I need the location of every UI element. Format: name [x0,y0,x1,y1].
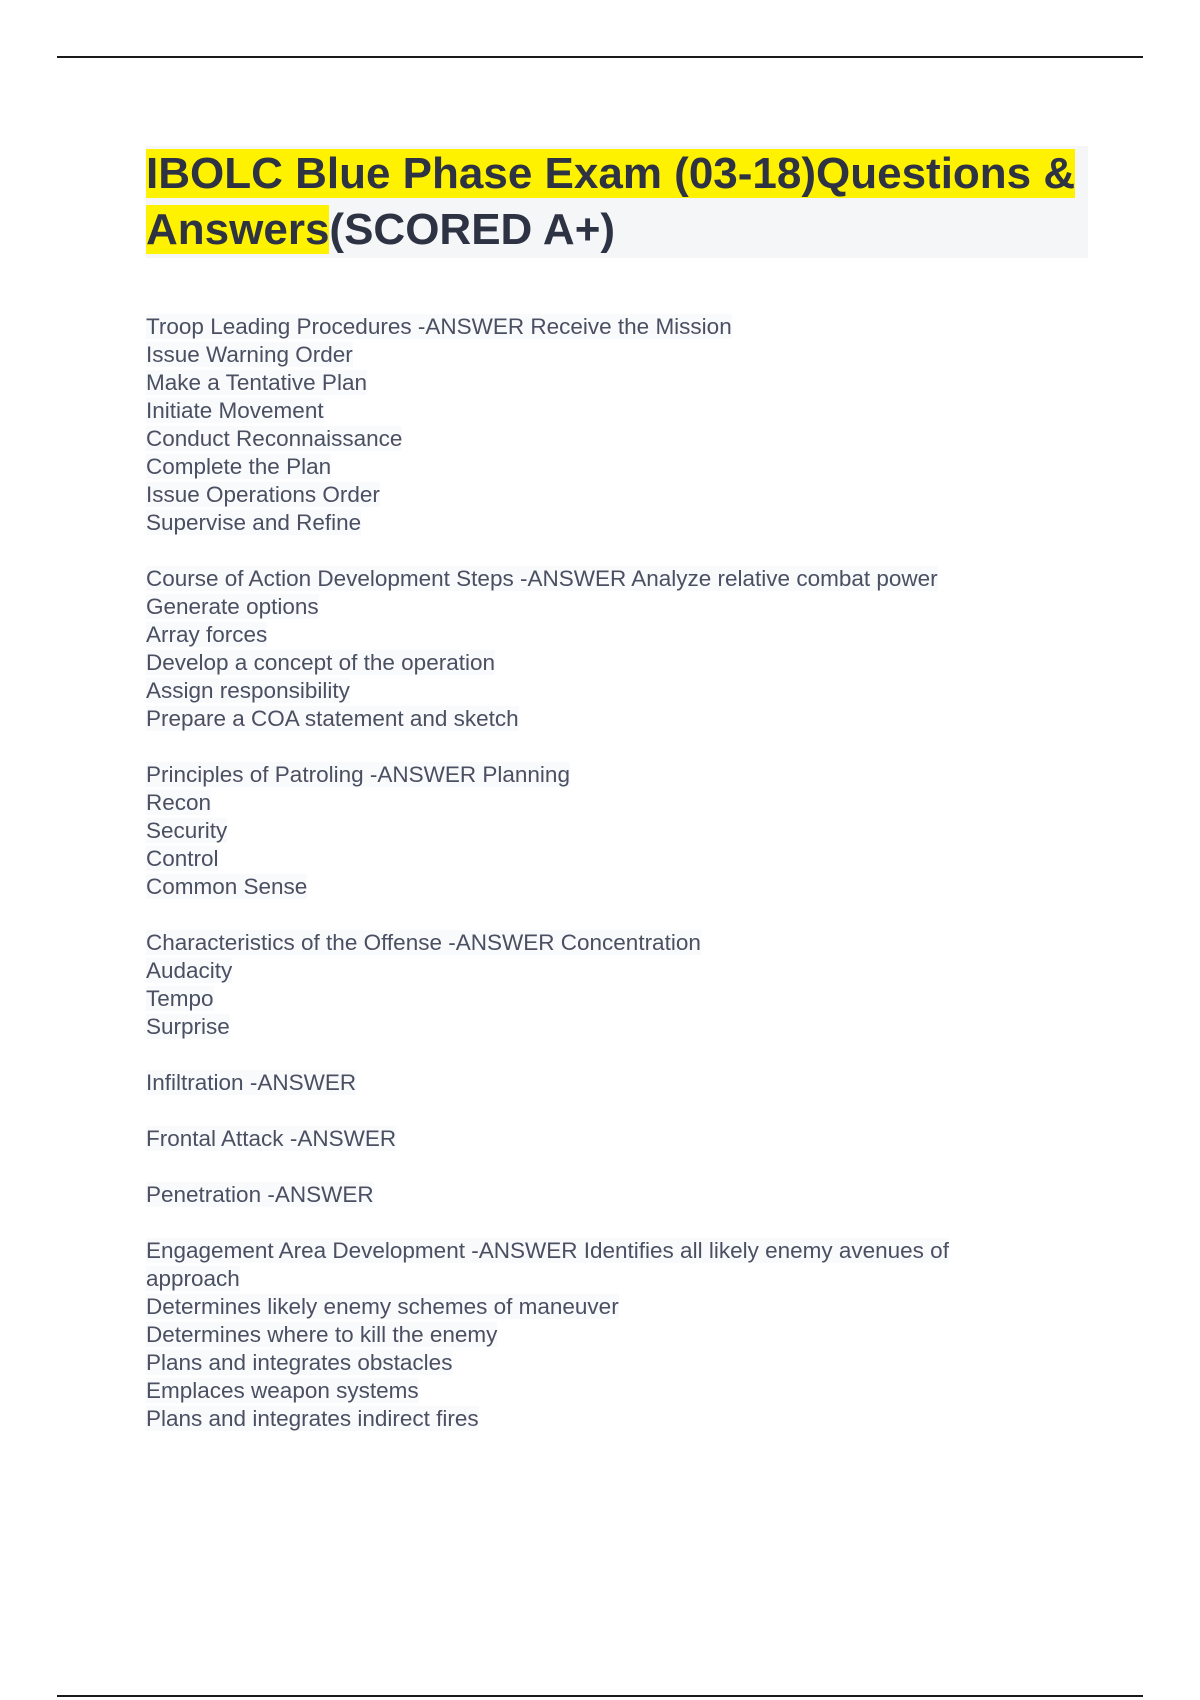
answer-label: -ANSWER [249,1070,357,1095]
qa-entry [146,1069,1046,1097]
first-answer: Receive the Mission [530,314,732,339]
answer-text: Tempo [146,986,214,1011]
question-text: Frontal Attack [146,1126,284,1151]
question-line [146,1237,1026,1293]
question-text: Troop Leading Procedures [146,314,412,339]
question-text: Penetration [146,1182,262,1207]
answer-line [146,817,1046,845]
document-title [146,146,1088,258]
first-answer: Analyze relative combat power [631,566,938,591]
question-text: Principles of Patroling [146,762,364,787]
answer-line [146,397,1046,425]
answer-text: Surprise [146,1014,230,1039]
question-line [146,1125,1046,1153]
answer-line [146,845,1046,873]
question-line [146,313,1046,341]
answer-text: Issue Warning Order [146,342,353,367]
answer-text: Assign responsibility [146,678,350,703]
answer-text: Audacity [146,958,233,983]
answer-label: -ANSWER [417,314,525,339]
qa-entry [146,1237,1046,1433]
qa-entry [146,565,1046,733]
answer-line [146,453,1046,481]
answer-line [146,1377,1046,1405]
answer-line [146,985,1046,1013]
question-text: Characteristics of the Offense [146,930,442,955]
answer-text: Plans and integrates indirect fires [146,1406,479,1431]
question-text: Infiltration [146,1070,244,1095]
answer-line [146,677,1046,705]
question-line [146,1069,1046,1097]
answer-line [146,481,1046,509]
answer-label: -ANSWER [448,930,555,955]
answer-text: Security [146,818,228,843]
answer-text: Initiate Movement [146,398,324,423]
answer-text: Complete the Plan [146,454,332,479]
first-answer: Planning [482,762,570,787]
first-answer: Identifies all likely enemy avenues of approach [146,1238,949,1291]
answer-line [146,649,1046,677]
answer-text: Array forces [146,622,268,647]
answer-line [146,425,1046,453]
answer-text: Supervise and Refine [146,510,362,535]
answer-label: -ANSWER [369,762,477,787]
title-rest: (SCORED A+) [329,205,616,254]
question-line [146,761,1046,789]
answer-line [146,957,1046,985]
qa-entry [146,1181,1046,1209]
answer-line [146,1405,1046,1433]
question-line [146,1181,1046,1209]
answer-label: -ANSWER [289,1126,397,1151]
answer-text: Prepare a COA statement and sketch [146,706,519,731]
answer-line [146,789,1046,817]
answer-line [146,1013,1046,1041]
answer-label: -ANSWER [267,1182,374,1207]
qa-entry [146,1125,1046,1153]
answer-line [146,1321,1046,1349]
answer-text: Control [146,846,219,871]
answer-line [146,705,1046,733]
answer-line [146,509,1046,537]
qa-content [146,313,1046,1461]
answer-text: Develop a concept of the operation [146,650,495,675]
qa-entry [146,313,1046,537]
answer-line [146,341,1046,369]
qa-entry [146,761,1046,901]
answer-text: Common Sense [146,874,308,899]
answer-text: Make a Tentative Plan [146,370,367,395]
answer-text: Conduct Reconnaissance [146,426,403,451]
top-rule [57,56,1143,58]
bottom-rule [57,1695,1143,1697]
question-text: Engagement Area Development [146,1238,465,1263]
question-text: Course of Action Development Steps [146,566,514,591]
first-answer: Concentration [560,930,701,955]
answer-line [146,873,1046,901]
answer-text: Plans and integrates obstacles [146,1350,453,1375]
answer-line [146,621,1046,649]
qa-entry [146,929,1046,1041]
answer-text: Emplaces weapon systems [146,1378,419,1403]
answer-line [146,369,1046,397]
title-highlighted: IBOLC Blue Phase Exam (03-18)Questions & Answers [146,149,1076,254]
answer-text: Issue Operations Order [146,482,380,507]
answer-label: -ANSWER [471,1238,578,1263]
answer-text: Determines where to kill the enemy [146,1322,498,1347]
title-block [146,146,1088,258]
question-line [146,565,1046,593]
answer-text: Generate options [146,594,319,619]
answer-text: Recon [146,790,212,815]
answer-line [146,593,1046,621]
answer-label: -ANSWER [519,566,627,591]
answer-line [146,1293,1046,1321]
question-line [146,929,1046,957]
answer-line [146,1349,1046,1377]
answer-text: Determines likely enemy schemes of maneuver [146,1294,619,1319]
